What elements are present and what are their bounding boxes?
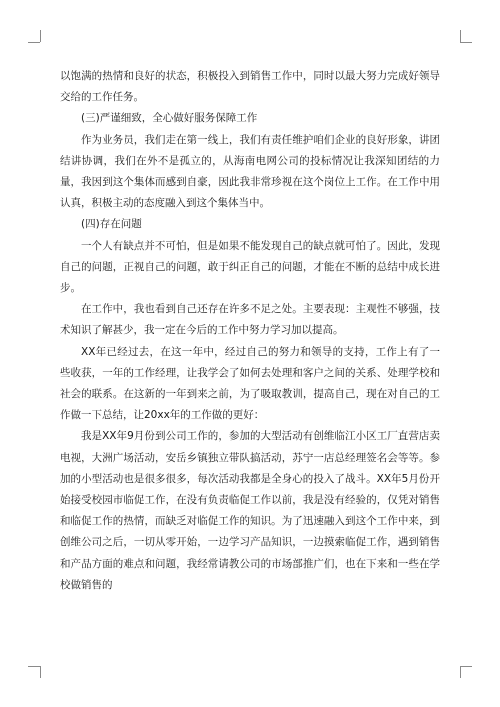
paragraph <box>60 342 440 427</box>
paragraph <box>60 236 440 300</box>
paragraph <box>60 66 440 108</box>
paragraph <box>60 299 440 341</box>
crop-mark-bottom-right-h <box>460 666 472 667</box>
section-heading <box>60 214 440 235</box>
crop-mark-bottom-right-v <box>460 666 461 678</box>
heading-text: (四)存在问题 <box>81 218 142 231</box>
paragraph <box>60 130 440 215</box>
crop-mark-bottom-left-v <box>40 666 41 678</box>
paragraph-text: 作为业务员，我们走在第一线上，我们有责任维护咱们企业的良好形象，讲团结讲协调，我们在外不是孤立的，从海南电网公司的投标情况让我深知团结的力量，我因到这个集体而感到自豪，因此我非常珍视在这个岗位上工作。在工作中用认真，积极主动的态度融入到这个集体当中。 <box>60 133 440 210</box>
paragraph-text: 以饱满的热情和良好的状态，积极投入到销售工作中，同时以最大努力完成好领导交给的工作任务。 <box>60 70 440 104</box>
paragraph <box>60 426 440 596</box>
paragraph-text: XX年已经过去，在这一年中，经过自己的努力和领导的支持，工作上有了一些收获，一年的工作经理，让我学会了如何去处理和客户之间的关系、处理学校和社会的联系。在这新的一年到来之前，为了吸取教训，提高自己，现在对自己的工作做一下总结，让20xx年的工作做的更好： <box>60 345 440 422</box>
section-heading <box>60 108 440 129</box>
document-body <box>60 66 440 596</box>
crop-mark-top-left-h <box>28 42 40 43</box>
crop-mark-top-right-v <box>460 30 461 42</box>
paragraph-text: 在工作中，我也看到自己还存在许多不足之处。主要表现：主观性不够强，技术知识了解甚少，我一定在今后的工作中努力学习加以提高。 <box>60 303 440 337</box>
crop-mark-top-right-h <box>460 42 472 43</box>
heading-text: (三)严谨细致，全心做好服务保障工作 <box>81 112 258 125</box>
crop-mark-bottom-left-h <box>28 666 40 667</box>
crop-mark-top-left-v <box>40 30 41 42</box>
paragraph-text: 一个人有缺点并不可怕，但是如果不能发现自己的缺点就可怕了。因此，发现自己的问题，正视自己的问题，敢于纠正自己的问题，才能在不断的总结中成长进步。 <box>60 239 440 295</box>
paragraph-text: 我是XX年9月份到公司工作的，参加的大型活动有创维临江小区工厂直营店卖电视，大洲广场活动，安岳乡镇独立带队搞活动，苏宁一店总经理签名会等等。参加的小型活动也是很多很多，每次活动我都是全身心的投入了战斗。XX年5月份开始接受校园市临促工作，在没有负责临促工作以前，我是没有经验的，仅凭对销售和临促工作的热情，而缺乏对临促工作的知识。为了迅速融入到这个工作中来，到创维公司之后，一切从零开始，一边学习产品知识，一边摸索临促工作，遇到销售和产品方面的难点和问题，我经常请教公司的市场部推广们，也在下来和一些在学校做销售的 <box>60 430 440 591</box>
